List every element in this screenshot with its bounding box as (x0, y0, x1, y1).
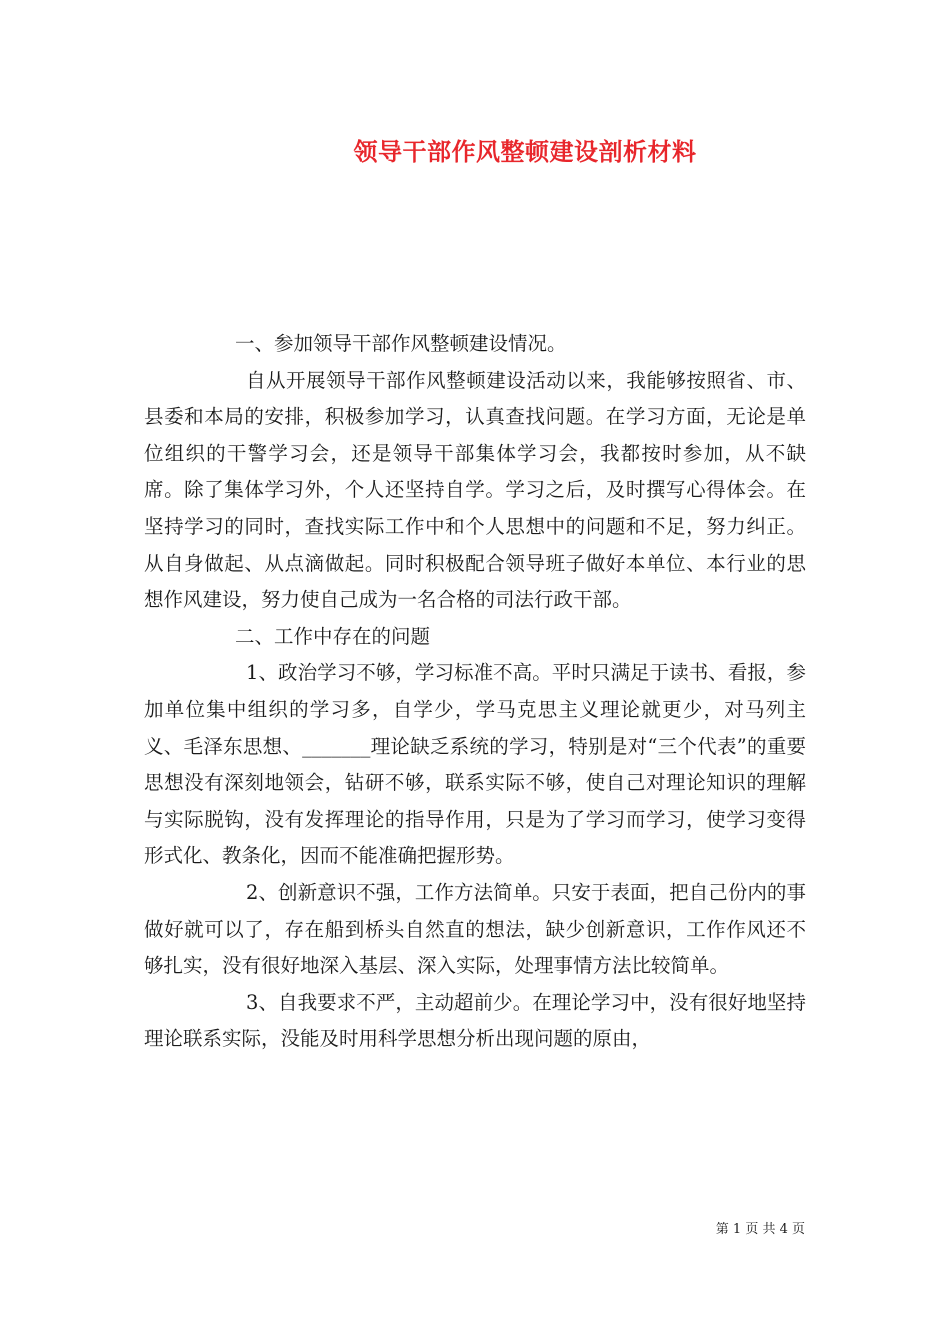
page-number-footer: 第 1 页 共 4 页 (715, 1222, 805, 1237)
section-heading-1: 一、参加领导干部作风整顿建设情况。 (235, 332, 567, 355)
section-heading-2: 二、工作中存在的问题 (235, 624, 431, 648)
paragraph-2: 1、政治学习不够，学习标准不高。平时只满足于读书、看报，参加单位集中组织的学习多，自学少，学马克思主义理论就更少，对马列主义、毛泽东思想、_______理论缺乏系统的学习，特别是对“三个代表”的重要思想没有深刻地领会，钻研不够，联系实际不够，使自己对理论知识的理解与实际脱钩，没有发挥理论的指导作用，只是为了学习而学习，使学习变得形式化、教条化，因而不能准确把握形势。 (144, 661, 806, 868)
paragraph-3: 2、创新意识不强，工作方法简单。只安于表面，把自己份内的事做好就可以了，存在船到桥头自然直的想法，缺少创新意识，工作作风还不够扎实，没有很好地深入基层、深入实际，处理事情方法比较简单。 (144, 880, 806, 978)
document-body (144, 326, 806, 1058)
paragraph-1: 自从开展领导干部作风整顿建设活动以来，我能够按照省、市、县委和本局的安排，积极参加学习，认真查找问题。在学习方面，无论是单位组织的干警学习会，还是领导干部集体学习会，我都按时参加，从不缺席。除了集体学习外，个人还坚持自学。学习之后，及时撰写心得体会。在坚持学习的同时，查找实际工作中和个人思想中的问题和不足，努力纠正。从自身做起、从点滴做起。同时积极配合领导班子做好本单位、本行业的思想作风建设，努力使自己成为一名合格的司法行政干部。 (144, 368, 806, 612)
paragraph-4: 3、自我要求不严，主动超前少。在理论学习中，没有很好地坚持理论联系实际，没能及时用科学思想分析出现问题的原由， (144, 990, 806, 1051)
document-title: 领导干部作风整顿建设剖析材料 (353, 137, 697, 166)
